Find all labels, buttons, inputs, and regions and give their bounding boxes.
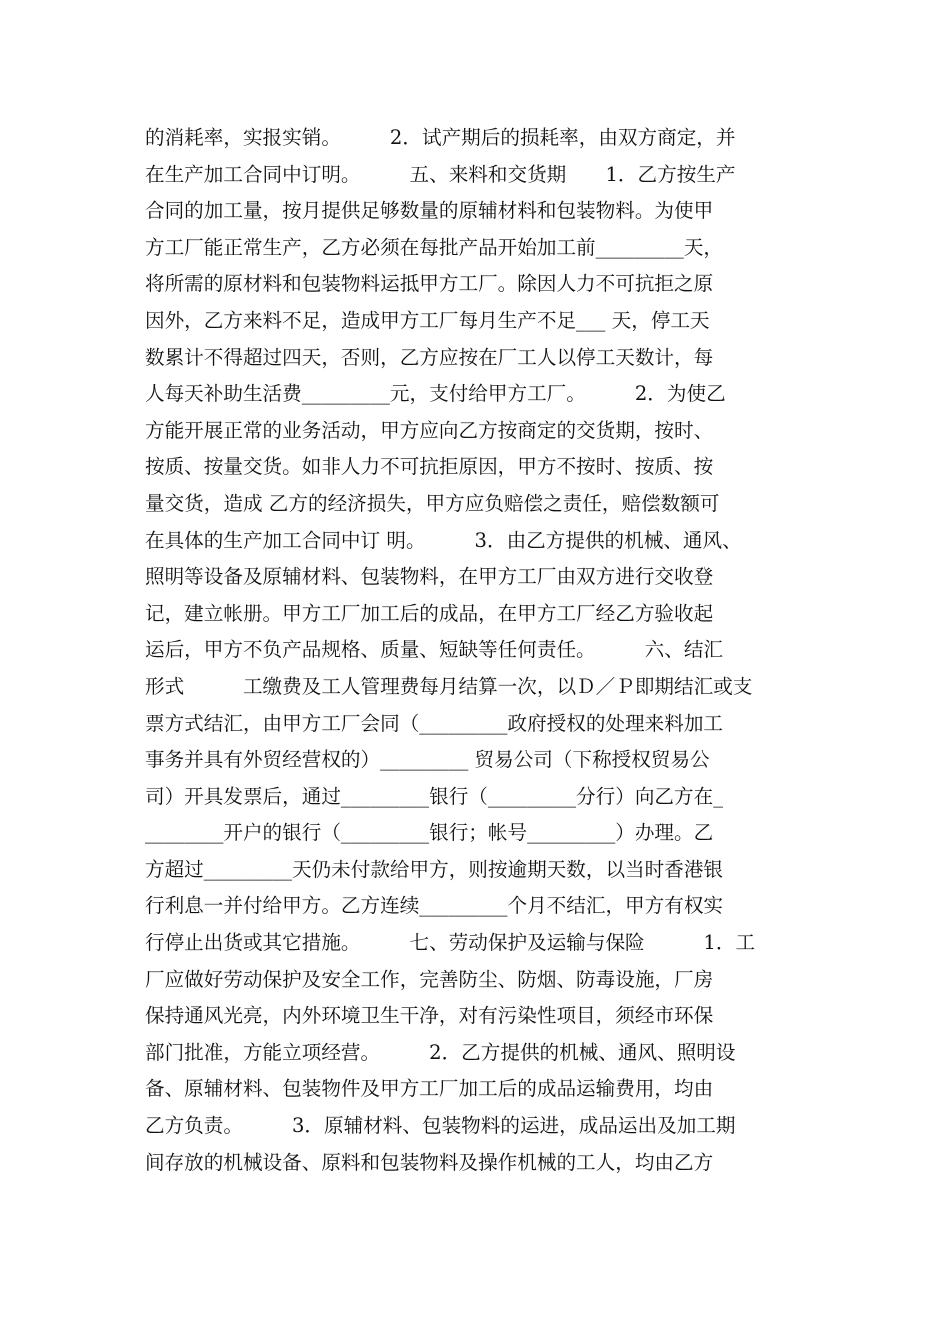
text-line: 形式 工缴费及工人管理费每月结算一次，以Ｄ／Ｐ即期结汇或支 [145,674,753,698]
text-line: 方超过_________天仍未付款给甲方，则按逾期天数，以当时香港银 [145,857,724,881]
text-line: 合同的加工量，按月提供足够数量的原辅材料和包装物料。为使甲 [145,199,714,223]
text-line: 按质、按量交货。如非人力不可抗拒原因，甲方不按时、按质、按 [145,455,714,479]
text-line: 间存放的机械设备、原料和包装物料及操作机械的工人，均由乙方 [145,1150,714,1174]
text-line: 因外，乙方来料不足，造成甲方工厂每月生产不足___ 天，停工天 [145,308,710,332]
text-line: 保持通风光亮，内外环境卫生干净，对有污染性项目，须经市环保 [145,1004,714,1028]
text-line: 量交货，造成 乙方的经济损失，甲方应负赔偿之责任，赔偿数额可 [145,491,720,515]
text-line: 事务并具有外贸经营权的）_________ 贸易公司（下称授权贸易公 [145,748,710,772]
text-line: 在生产加工合同中订明。 五、来料和交货期 1．乙方按生产 [145,162,736,186]
text-line: 部门批准，方能立项经营。 2．乙方提供的机械、通风、照明设 [145,1040,736,1064]
text-line: 备、原辅材料、包装物件及甲方工厂加工后的成品运输费用，均由 [145,1077,714,1101]
text-line: 照明等设备及原辅材料、包装物料，在甲方工厂由双方进行交收登 [145,565,714,589]
text-line: 的消耗率，实报实销。 2．试产期后的损耗率，由双方商定，并 [145,126,736,149]
text-line: 司）开具发票后，通过_________银行（_________分行）向乙方在_ [145,784,724,808]
text-line: 人每天补助生活费_________元，支付给甲方工厂。 2．为使乙 [145,382,726,406]
text-line: 厂应做好劳动保护及安全工作，完善防尘、防烟、防毒设施，厂房 [145,967,714,991]
text-line: 行利息一并付给甲方。乙方连续_________个月不结汇，甲方有权实 [145,894,724,918]
text-line: 乙方负责。 3．原辅材料、包装物料的运进，成品运出及加工期 [145,1114,736,1138]
text-line: 记，建立帐册。甲方工厂加工后的成品，在甲方工厂经乙方验收起 [145,601,714,625]
text-line: 将所需的原材料和包装物料运抵甲方工厂。除因人力不可抗拒之原 [145,272,714,296]
text-line: 方工厂能正常生产，乙方必须在每批产品开始加工前_________天， [145,235,724,259]
text-line: ________开户的银行（_________银行；帐号_________）办理。乙 [145,821,714,845]
text-line: 票方式结汇，由甲方工厂会同（_________政府授权的处理来料加工 [145,711,724,735]
contract-body-text [145,120,815,1181]
text-line: 在具体的生产加工合同中订 明。 3．由乙方提供的机械、通风、 [145,528,742,552]
text-line: 运后，甲方不负产品规格、质量、短缺等任何责任。 六、结汇 [145,638,724,662]
text-line: 方能开展正常的业务活动，甲方应向乙方按商定的交货期，按时、 [145,418,714,442]
text-line: 数累计不得超过四天，否则，乙方应按在厂工人以停工天数计，每 [145,345,714,369]
text-line: 行停止出货或其它措施。 七、劳动保护及运输与保险 1．工 [145,931,756,955]
